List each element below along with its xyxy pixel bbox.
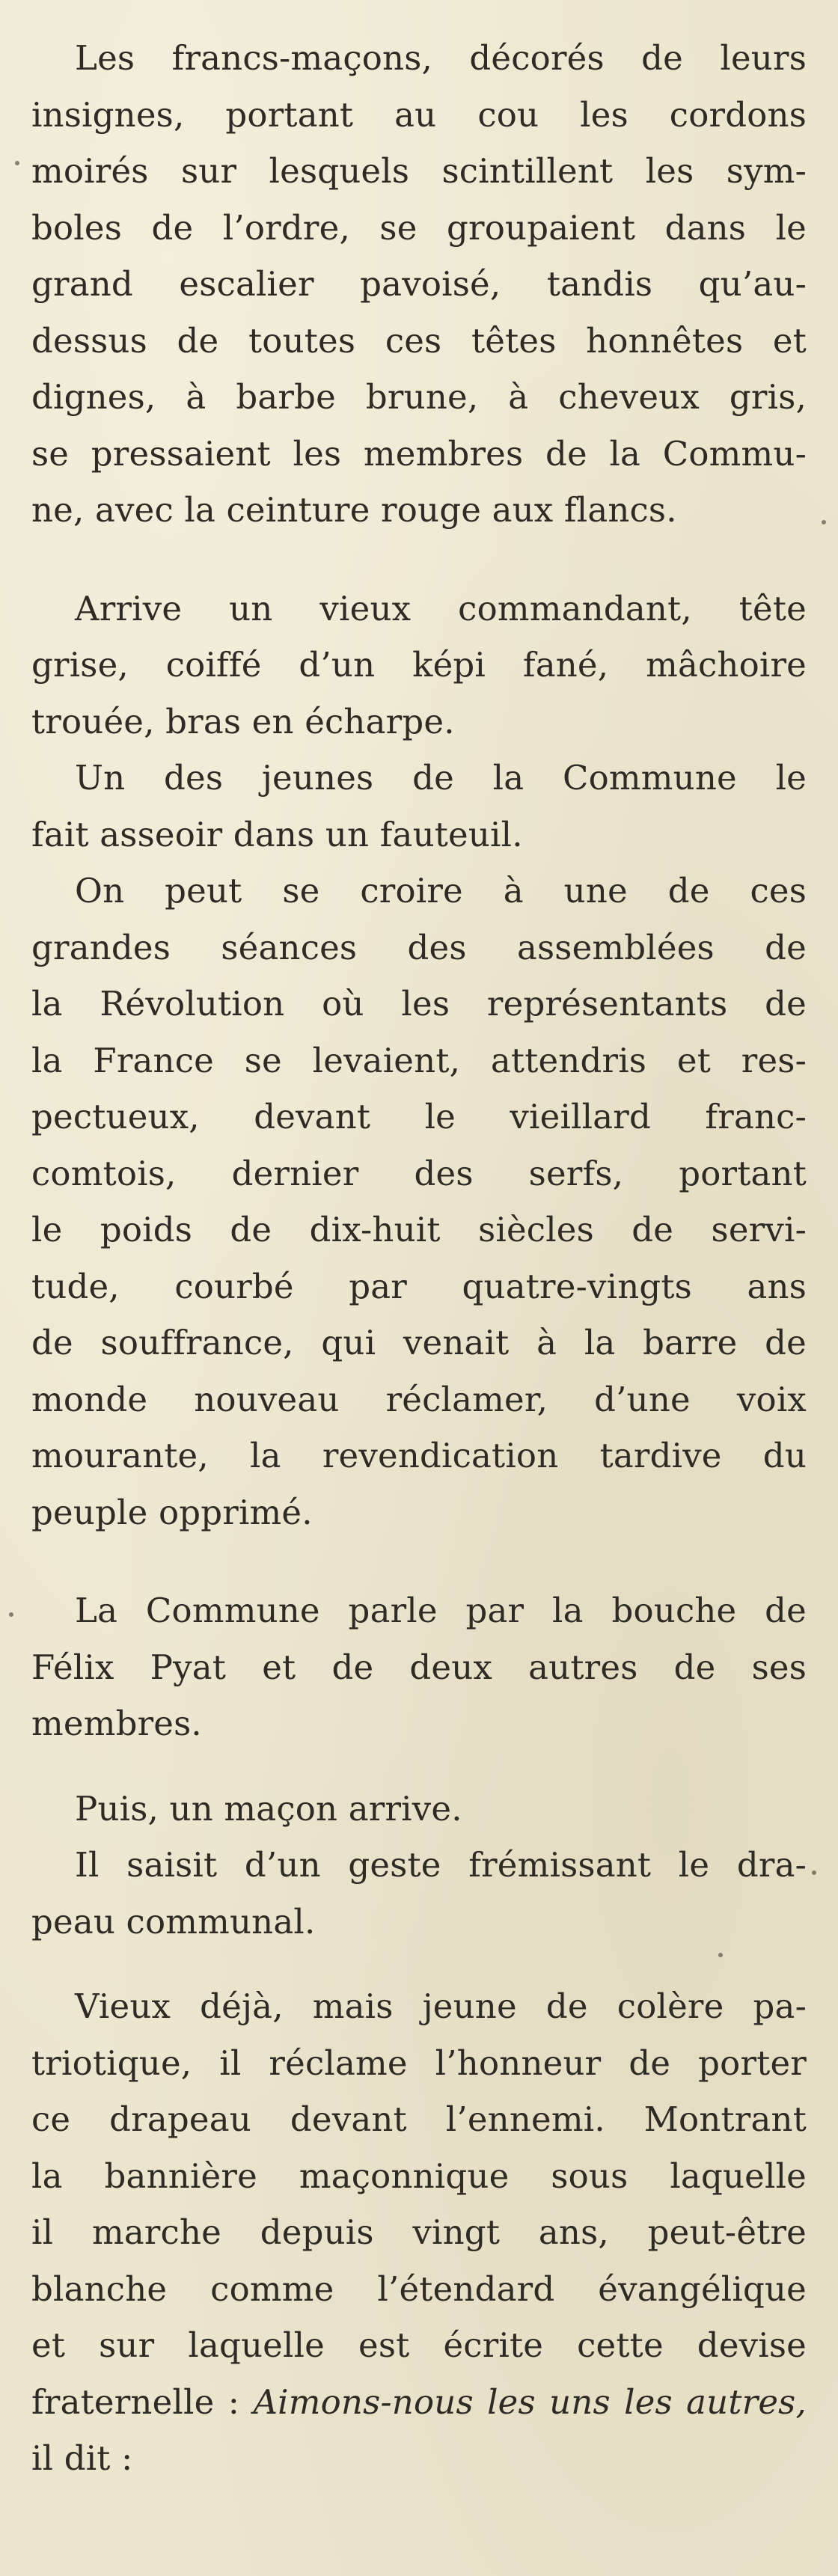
text-line: moirés sur lesquels scintillent les sym- [31,151,807,191]
text-line: de souffrance, qui venait à la barre de [31,1323,807,1362]
paragraph-old-mason [31,1978,807,2487]
paragraph-gap [31,1541,807,1582]
paper-speck [718,1953,723,1957]
text-line: grise, coiffé d’un képi fané, mâchoire [31,645,807,685]
text-line: peau communal. [31,1901,316,1942]
text-line: membres. [31,1704,202,1743]
text-line: fait asseoir dans un fauteuil. [31,814,523,854]
text-line: Les francs-maçons, décorés de leurs [75,38,807,78]
paragraph-gap [31,1950,807,1978]
text-line: il dit : [31,2438,133,2478]
text-line: le poids de dix-huit siècles de servi- [31,1210,807,1249]
paragraph-freemasons [31,30,807,539]
text-line: trouée, bras en écharpe. [31,701,455,741]
text-line: boles de l’ordre, se groupaient dans le [31,207,807,248]
text-line: la Révolution où les représentants de [31,984,807,1024]
text-line: il marche depuis vingt ans, peut-être [31,2212,807,2252]
masonic-motto: Aimons-nous les uns les autres, [253,2381,807,2422]
text-line: La Commune parle par la bouche de [75,1591,807,1630]
paragraph-commander [31,581,807,750]
text-line: fraternelle : [31,2381,240,2422]
text-line: Vieux déjà, mais jeune de colère pa- [75,1986,807,2026]
text-line: et sur laquelle est écrite cette devise [31,2325,807,2365]
paragraph-gap [31,1752,807,1781]
text-line: mourante, la revendication tardive du [31,1436,807,1475]
text-line: monde nouveau réclamer, d’une voix [31,1379,807,1419]
text-line: Puis, un maçon arrive. [75,1788,462,1829]
paper-speck [9,1612,13,1617]
text-line: la bannière maçonnique sous laquelle [31,2156,807,2196]
text-line-motto [31,2374,807,2431]
paper-speck [822,520,826,524]
text-line: Il saisit d’un geste frémissant le dra- [75,1845,807,1885]
text-line: se pressaient les membres de la Commu- [31,433,807,474]
text-line: triotique, il réclame l’honneur de porter [31,2043,807,2083]
text-line: insignes, portant au cou les cordons [31,94,807,135]
text-line: ne, avec la ceinture rouge aux flancs. [31,490,677,530]
text-line: pectueux, devant le vieillard franc- [31,1097,807,1136]
paper-speck [15,161,19,165]
paper-speck [812,1870,816,1875]
text-line: On peut se croire à une de ces [75,871,807,911]
text-line: la France se levaient, attendris et res- [31,1040,807,1080]
text-line: comtois, dernier des serfs, portant [31,1153,807,1193]
text-line: grandes séances des assemblées de [31,927,807,967]
paragraph-gap [31,539,807,581]
text-line: ce drapeau devant l’ennemi. Montrant [31,2099,807,2139]
text-line: Un des jeunes de la Commune le [75,758,807,798]
text-line: peuple opprimé. [31,1492,313,1532]
paragraph-flag [31,1837,807,1950]
text-line: blanche comme l’étendard évangélique [31,2268,807,2309]
paragraph-mason-arrives [31,1781,807,1838]
text-line: Félix Pyat et de deux autres de ses [31,1647,807,1687]
text-line: grand escalier pavoisé, tandis qu’au- [31,264,807,304]
text-line: dessus de toutes ces têtes honnêtes et [31,320,807,361]
paragraph-commune-speaks [31,1582,807,1752]
text-line: dignes, à barbe brune, à cheveux gris, [31,377,807,417]
paragraph-revolution [31,863,807,1541]
paragraph-armchair [31,750,807,863]
text-line: tude, courbé par quatre-vingts ans [31,1266,807,1306]
text-line: Arrive un vieux commandant, tête [75,588,807,628]
